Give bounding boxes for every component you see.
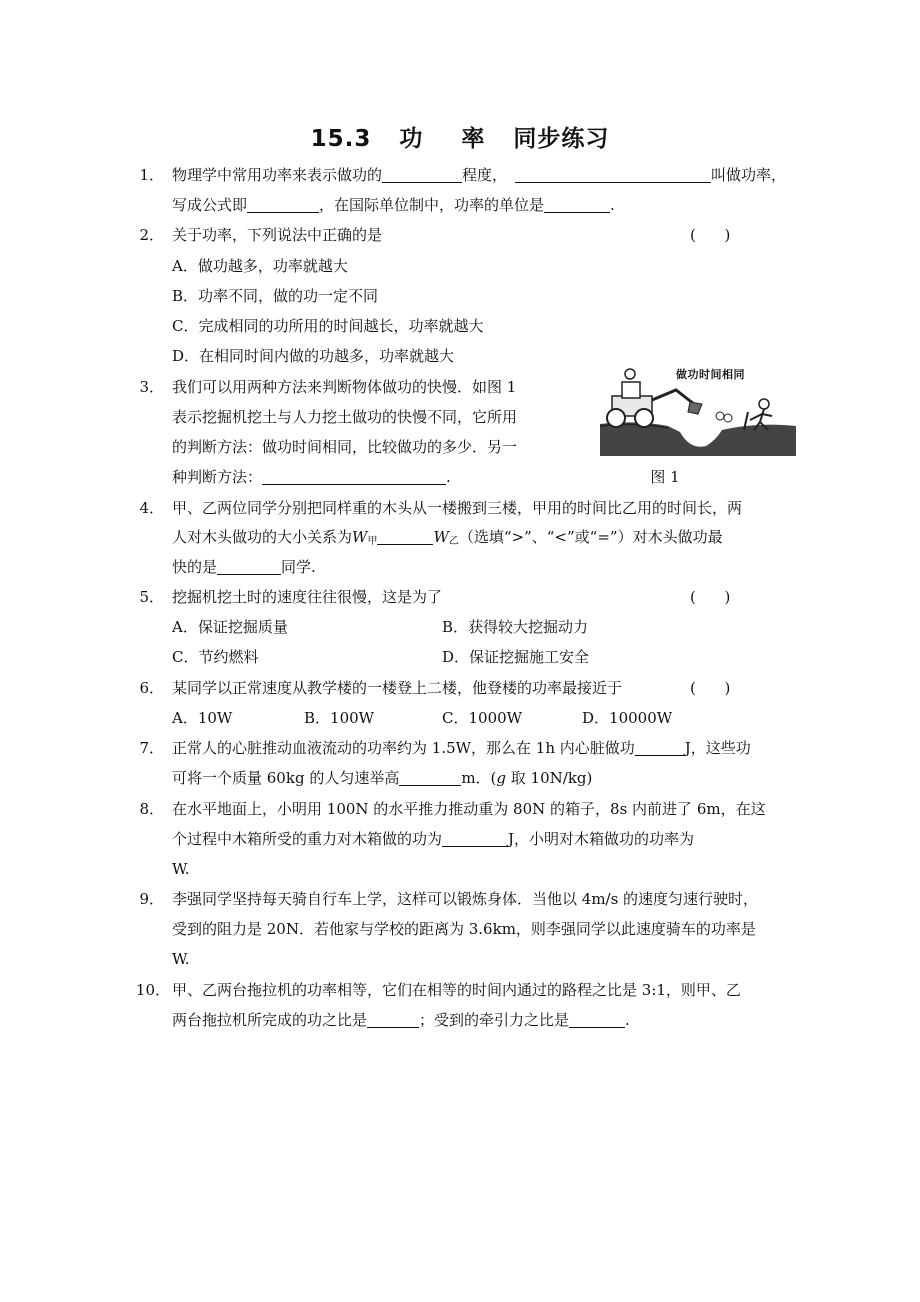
option-c[interactable]: C．节约燃料 [172, 648, 259, 666]
page-title [0, 120, 920, 153]
question-line: 正常人的心脏推动血液流动的功率约为 1.5W，那么在 1h 内心脏做功 J，这些功 [172, 739, 751, 757]
question-line: 种判断方法： . [172, 468, 451, 486]
question-line: 甲、乙两位同学分别把同样重的木头从一楼搬到三楼，甲用的时间比乙用的时间长，两 [172, 499, 743, 517]
question-number: 3． [139, 378, 164, 396]
question-line: 两台拖拉机所完成的功之比是 ；受到的牵引力之比是 . [172, 1011, 630, 1029]
answer-blank[interactable] [382, 164, 462, 183]
question-number: 1． [139, 166, 164, 184]
soil-pile [716, 412, 724, 420]
question-line: W. [172, 950, 190, 968]
answer-blank[interactable] [377, 526, 433, 545]
question-line: 受到的阻力是 20N．若他家与学校的距离为 3.6km，则李强同学以此速度骑车的功率是 [172, 920, 756, 938]
question-line: 快的是 同学. [172, 558, 316, 576]
answer-parentheses[interactable]: ( ) [690, 226, 731, 244]
option-b[interactable]: B．100W [304, 709, 375, 727]
option-b[interactable]: B．获得较大挖掘动力 [442, 618, 589, 636]
question-stem: 关于功率，下列说法中正确的是 [172, 226, 383, 244]
question-line: 我们可以用两种方法来判断物体做功的快慢．如图 1 [172, 378, 517, 396]
question-line: 个过程中木箱所受的重力对木箱做的功为 J，小明对木箱做功的功率为 [172, 830, 695, 848]
question-line: 表示挖掘机挖土与人力挖土做功的快慢不同，它所用 [172, 408, 518, 426]
answer-blank[interactable] [442, 828, 508, 847]
worker-head [759, 399, 769, 409]
answer-blank[interactable] [399, 767, 461, 786]
option-c[interactable]: C．完成相同的功所用的时间越长，功率就越大 [172, 317, 484, 335]
soil-pile [724, 414, 732, 422]
option-a[interactable]: A．10W [172, 709, 233, 727]
title-word-1: 功 [399, 126, 424, 152]
question-number: 5． [139, 588, 164, 606]
answer-blank[interactable] [247, 194, 319, 213]
question-line: 人对木头做功的大小关系为$W_甲$ $W_乙$（选填“>”、“<”或“=”）对木头做功最 [172, 528, 723, 547]
question-line: 的判断方法：做功时间相同，比较做功的多少．另一 [172, 438, 518, 456]
figure-label: 做功时间相同 [676, 368, 745, 381]
answer-blank[interactable] [515, 164, 711, 183]
question-line: W. [172, 860, 190, 878]
question-number: 7． [139, 739, 164, 757]
excavator-cab [622, 382, 640, 398]
question-line: 李强同学坚持每天骑自行车上学，这样可以锻炼身体．当他以 4m/s 的速度匀速行驶时， [172, 890, 759, 908]
question-number: 2． [139, 226, 164, 244]
figure-caption: 图 1 [650, 468, 680, 486]
option-a[interactable]: A．做功越多，功率就越大 [172, 257, 348, 275]
excavator-wheel [635, 409, 653, 427]
title-word-2: 率 [461, 126, 486, 152]
question-number: 9． [139, 890, 164, 908]
excavator-arm [652, 390, 694, 404]
answer-blank[interactable] [569, 1009, 625, 1028]
answer-blank[interactable] [367, 1009, 419, 1028]
title-suffix: 同步练习 [513, 126, 610, 152]
question-line: 甲、乙两台拖拉机的功率相等，它们在相等的时间内通过的路程之比是 3:1，则甲、乙 [172, 981, 741, 999]
question-line: 物理学中常用功率来表示做功的 程度， 叫做功率， [172, 166, 787, 184]
option-d[interactable]: D．10000W [582, 709, 673, 727]
answer-parentheses[interactable]: ( ) [690, 588, 731, 606]
question-line: 在水平地面上，小明用 100N 的水平推力推动重为 80N 的箱子，8s 内前进了 6m，在这 [172, 800, 766, 818]
question-line: 可将一个质量 60kg 的人匀速举高 m．(g 取 10N/kg) [172, 769, 593, 787]
question-number: 10． [135, 981, 170, 999]
title-number: 15.3 [310, 126, 372, 152]
option-b[interactable]: B．功率不同，做的功一定不同 [172, 287, 379, 305]
question-number: 6． [139, 679, 164, 697]
answer-blank[interactable] [635, 737, 685, 756]
answer-blank[interactable] [217, 556, 281, 575]
excavator-wheel [607, 409, 625, 427]
answer-blank[interactable] [544, 194, 610, 213]
option-a[interactable]: A．保证挖掘质量 [172, 618, 288, 636]
question-stem: 挖掘机挖土时的速度往往很慢，这是为了 [172, 588, 443, 606]
question-number: 8． [139, 800, 164, 818]
question-stem: 某同学以正常速度从教学楼的一楼登上二楼，他登楼的功率最接近于 [172, 679, 623, 697]
option-d[interactable]: D．在相同时间内做的功越多，功率就越大 [172, 347, 455, 365]
option-c[interactable]: C．1000W [442, 709, 523, 727]
answer-blank[interactable] [262, 466, 446, 485]
excavator-bucket [688, 402, 702, 414]
operator-head [625, 369, 635, 379]
answer-parentheses[interactable]: ( ) [690, 679, 731, 697]
question-number: 4． [139, 499, 164, 517]
option-d[interactable]: D．保证挖掘施工安全 [442, 648, 590, 666]
question-line: 写成公式即 ，在国际单位制中，功率的单位是 . [172, 196, 615, 214]
